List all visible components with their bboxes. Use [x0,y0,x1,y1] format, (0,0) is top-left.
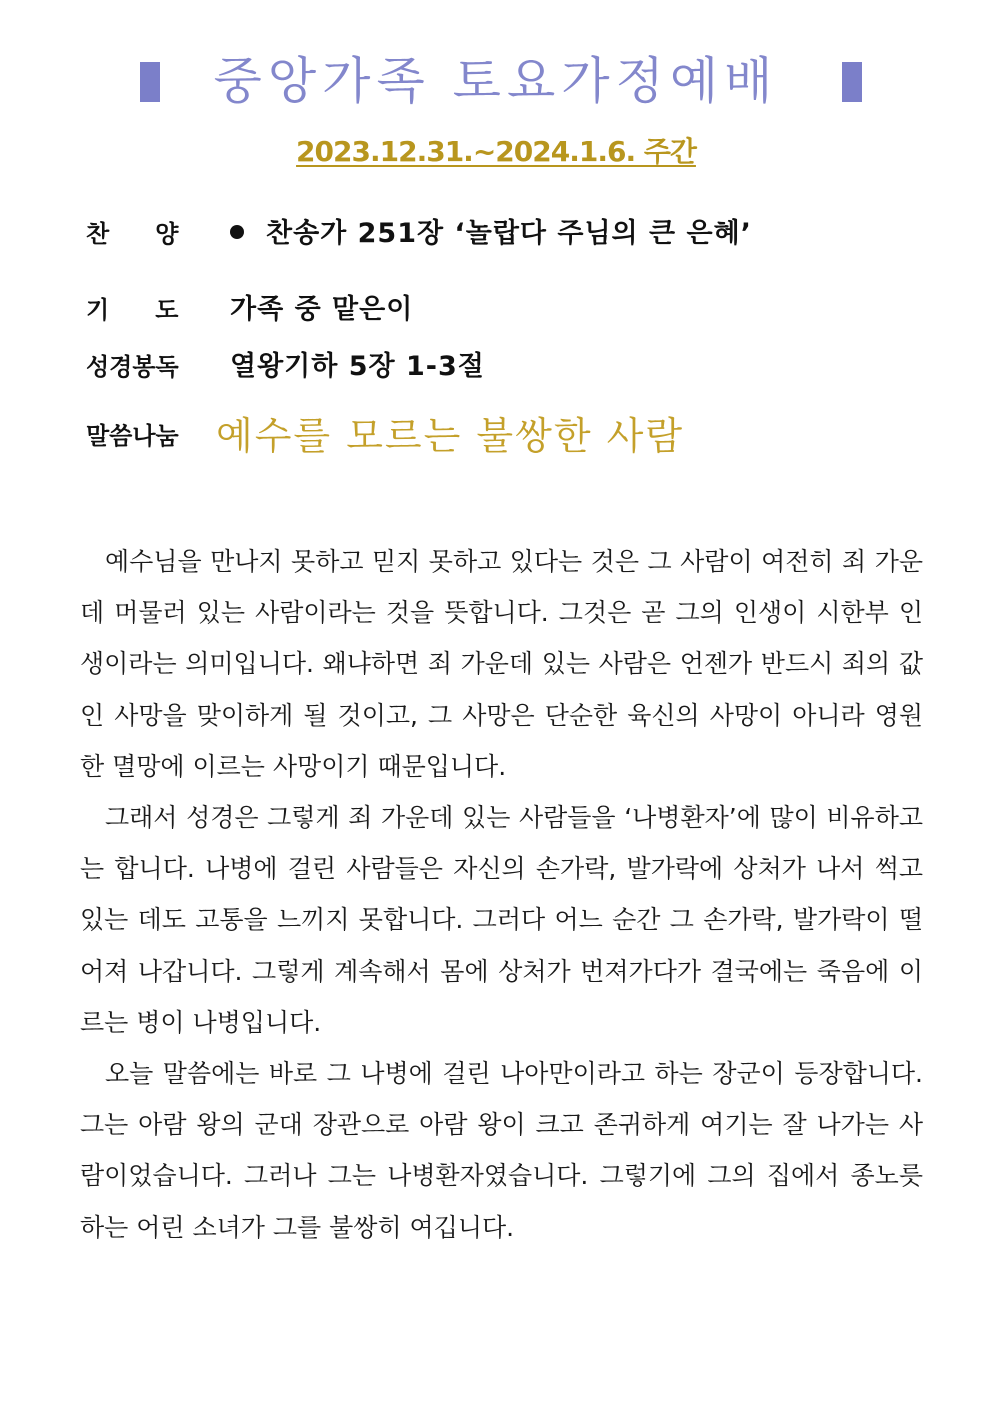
hymn-value: 찬송가 251장 ‘놀랍다 주님의 큰 은혜’ [266,218,752,249]
body-paragraph-2: 그래서 성경은 그렇게 죄 가운데 있는 사람들을 ‘나병환자’에 많이 비유하고는 합니다. 나병에 걸린 사람들은 자신의 손가락, 발가락에 상처가 나서 썩고 있는 데도 고통을 느끼지 못합니다. 그러다 어느 순간 그 손가락, 발가락이 떨어져 나갑니다. 그렇게 계속해서 몸에 상처가 번져가다가 결국에는 죽음에 이르는 병이 나병입니다. [80,803,923,1037]
week-range-text: 2023.12.31.~2024.1.6. 주간 [296,135,696,168]
page-title: 중앙가족 토요가정예배 [213,52,779,110]
bullet-icon [230,225,244,239]
sermon-title: 예수를 모르는 불쌍한 사람 [216,414,685,458]
title-bar-left-decoration [140,62,160,102]
hymn-label: 찬 양 [86,220,179,248]
reading-value: 열왕기하 5장 1-3절 [230,351,485,382]
hymn-row [86,210,926,258]
prayer-value: 가족 중 맡은이 [230,294,414,325]
sermon-body [80,536,923,1253]
sermon-row [86,412,926,460]
hymn-value-wrap [230,210,752,258]
sermon-label: 말씀나눔 [86,422,179,450]
page-header [0,46,992,116]
reading-row [86,343,926,391]
body-paragraph-3: 오늘 말씀에는 바로 그 나병에 걸린 나아만이라고 하는 장군이 등장합니다. 그는 아람 왕의 군대 장관으로 아람 왕이 크고 존귀하게 여기는 잘 나가는 사람이었습니다. 그러나 그는 나병환자였습니다. 그렇기에 그의 집에서 종노릇 하는 어린 소녀가 그를 불쌍히 여깁니다. [80,1059,923,1242]
prayer-row [86,286,926,334]
body-paragraph-1: 예수님을 만나지 못하고 믿지 못하고 있다는 것은 그 사람이 여전히 죄 가운데 머물러 있는 사람이라는 것을 뜻합니다. 그것은 곧 그의 인생이 시한부 인생이라는 의미입니다. 왜냐하면 죄 가운데 있는 사람은 언젠가 반드시 죄의 값인 사망을 맞이하게 될 것이고, 그 사망은 단순한 육신의 사망이 아니라 영원한 멸망에 이르는 사망이기 때문입니다. [80,547,923,781]
week-range [0,132,992,172]
prayer-label: 기 도 [86,296,179,324]
reading-label: 성경봉독 [86,353,179,381]
title-bar-right-decoration [842,62,862,102]
